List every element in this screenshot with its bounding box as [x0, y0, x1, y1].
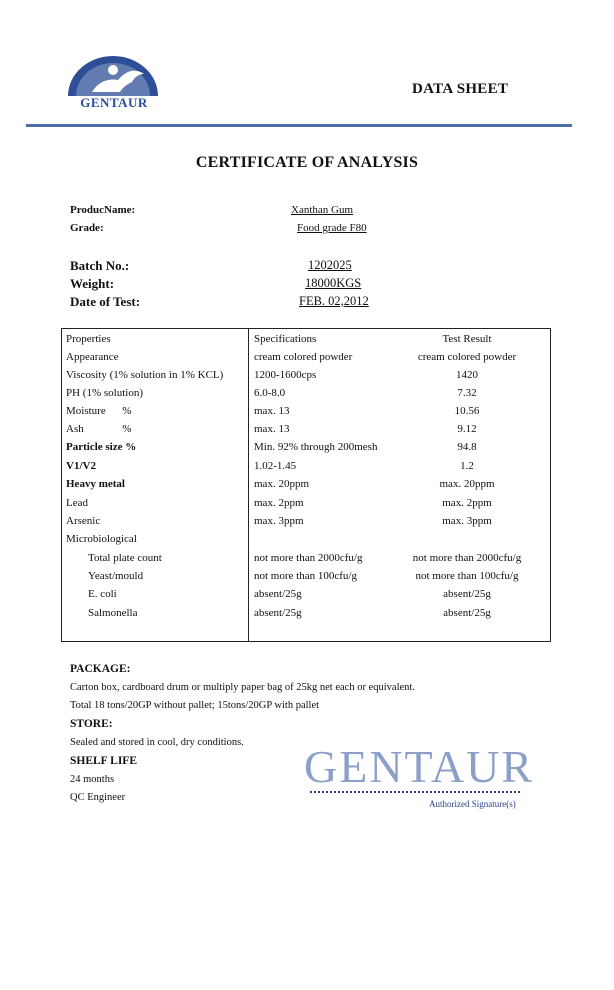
- date-value: FEB. 02,2012: [299, 294, 369, 308]
- row-result: not more than 2000cfu/g: [412, 552, 522, 564]
- package-heading: PACKAGE:: [70, 663, 131, 675]
- table-row: [62, 439, 550, 457]
- row-result: absent/25g: [443, 607, 491, 619]
- row-property: Salmonella: [88, 607, 138, 619]
- store-line: Sealed and stored in cool, dry conditions.: [70, 737, 244, 748]
- table-row: [62, 385, 550, 403]
- table-row: [62, 421, 550, 439]
- table-row: [62, 349, 550, 367]
- row-spec: cream colored powder: [254, 351, 353, 363]
- table-header-row: [62, 331, 550, 349]
- weight-label: Weight:: [70, 276, 115, 291]
- row-result: 10.56: [454, 405, 480, 417]
- header-test-result: Test Result: [442, 333, 492, 345]
- row-property: Particle size %: [66, 441, 137, 453]
- package-line-1: Carton box, cardboard drum or multiply paper bag of 25kg net each or equivalent.: [70, 682, 415, 693]
- row-property: Appearance: [66, 351, 119, 363]
- row-spec: 1.02-1.45: [254, 460, 297, 472]
- row-result: cream colored powder: [417, 351, 517, 363]
- batch-value: 1202025: [308, 258, 352, 272]
- table-row: [62, 531, 550, 549]
- row-property: Moisture %: [66, 405, 132, 417]
- row-result: 94.8: [457, 441, 477, 453]
- row-spec: absent/25g: [254, 588, 302, 600]
- shelf-life-line: 24 months: [70, 774, 115, 785]
- row-property: Arsenic: [66, 515, 101, 527]
- table-row: [62, 586, 550, 604]
- row-result: 1.2: [460, 460, 474, 472]
- logo-wordmark: GENTAUR: [80, 95, 148, 110]
- row-spec: max. 2ppm: [254, 497, 304, 509]
- row-property: Viscosity (1% solution in 1% KCL): [66, 369, 224, 381]
- row-spec: absent/25g: [254, 607, 302, 619]
- row-property: Heavy metal: [66, 478, 125, 490]
- package-line-2: Total 18 tons/20GP without pallet; 15tons/20GP with pallet: [70, 700, 320, 711]
- shelf-life-heading: SHELF LIFE: [70, 755, 137, 767]
- row-spec: not more than 2000cfu/g: [254, 552, 363, 564]
- row-property: V1/V2: [66, 460, 96, 472]
- analysis-table: [61, 328, 551, 642]
- row-property: PH (1% solution): [66, 387, 143, 399]
- table-row: [62, 550, 550, 568]
- row-spec: Min. 92% through 200mesh: [254, 441, 378, 453]
- product-name-label: ProducName:: [70, 204, 136, 216]
- row-result: 7.32: [457, 387, 477, 399]
- header-specifications: Specifications: [254, 333, 317, 345]
- row-result: absent/25g: [443, 588, 491, 600]
- row-result: 1420: [456, 369, 478, 381]
- header-divider: [26, 124, 572, 127]
- row-result: max. 3ppm: [442, 515, 492, 527]
- signature-line: [310, 791, 520, 793]
- row-property: Ash %: [66, 423, 132, 435]
- row-result: not more than 100cfu/g: [415, 570, 519, 582]
- batch-label: Batch No.:: [70, 258, 130, 273]
- table-row: [62, 605, 550, 623]
- qc-engineer-label: QC Engineer: [70, 792, 126, 803]
- store-heading: STORE:: [70, 718, 113, 730]
- row-property: Microbiological: [66, 533, 137, 545]
- table-row: [62, 367, 550, 385]
- grade-value: Food grade F80: [297, 222, 367, 234]
- row-property: Total plate count: [88, 552, 162, 564]
- date-label: Date of Test:: [70, 294, 141, 309]
- product-name-value: Xanthan Gum: [291, 204, 354, 216]
- row-spec: max. 20ppm: [254, 478, 309, 490]
- row-spec: max. 13: [254, 405, 290, 417]
- table-row: [62, 458, 550, 476]
- row-property: Lead: [66, 497, 88, 509]
- doc-type-label: DATA SHEET: [412, 81, 509, 97]
- row-spec: max. 13: [254, 423, 290, 435]
- table-row: [62, 403, 550, 421]
- row-property: E. coli: [88, 588, 117, 600]
- table-row: [62, 495, 550, 513]
- header-properties: Properties: [66, 333, 111, 345]
- row-spec: max. 3ppm: [254, 515, 304, 527]
- row-spec: 6.0-8.0: [254, 387, 286, 399]
- signature-caption: Authorized Signature(s): [429, 799, 516, 809]
- table-row: [62, 568, 550, 586]
- row-spec: 1200-1600cps: [254, 369, 317, 381]
- row-property: Yeast/mould: [88, 570, 144, 582]
- table-row: [62, 513, 550, 531]
- row-result: max. 20ppm: [439, 478, 495, 490]
- row-spec: not more than 100cfu/g: [254, 570, 357, 582]
- row-result: 9.12: [457, 423, 477, 435]
- row-result: max. 2ppm: [442, 497, 492, 509]
- signature-logo: GENTAUR: [304, 741, 535, 792]
- grade-label: Grade:: [70, 222, 104, 234]
- page-title: CERTIFICATE OF ANALYSIS: [195, 154, 419, 171]
- weight-value: 18000KGS: [305, 276, 362, 290]
- table-row: [62, 476, 550, 494]
